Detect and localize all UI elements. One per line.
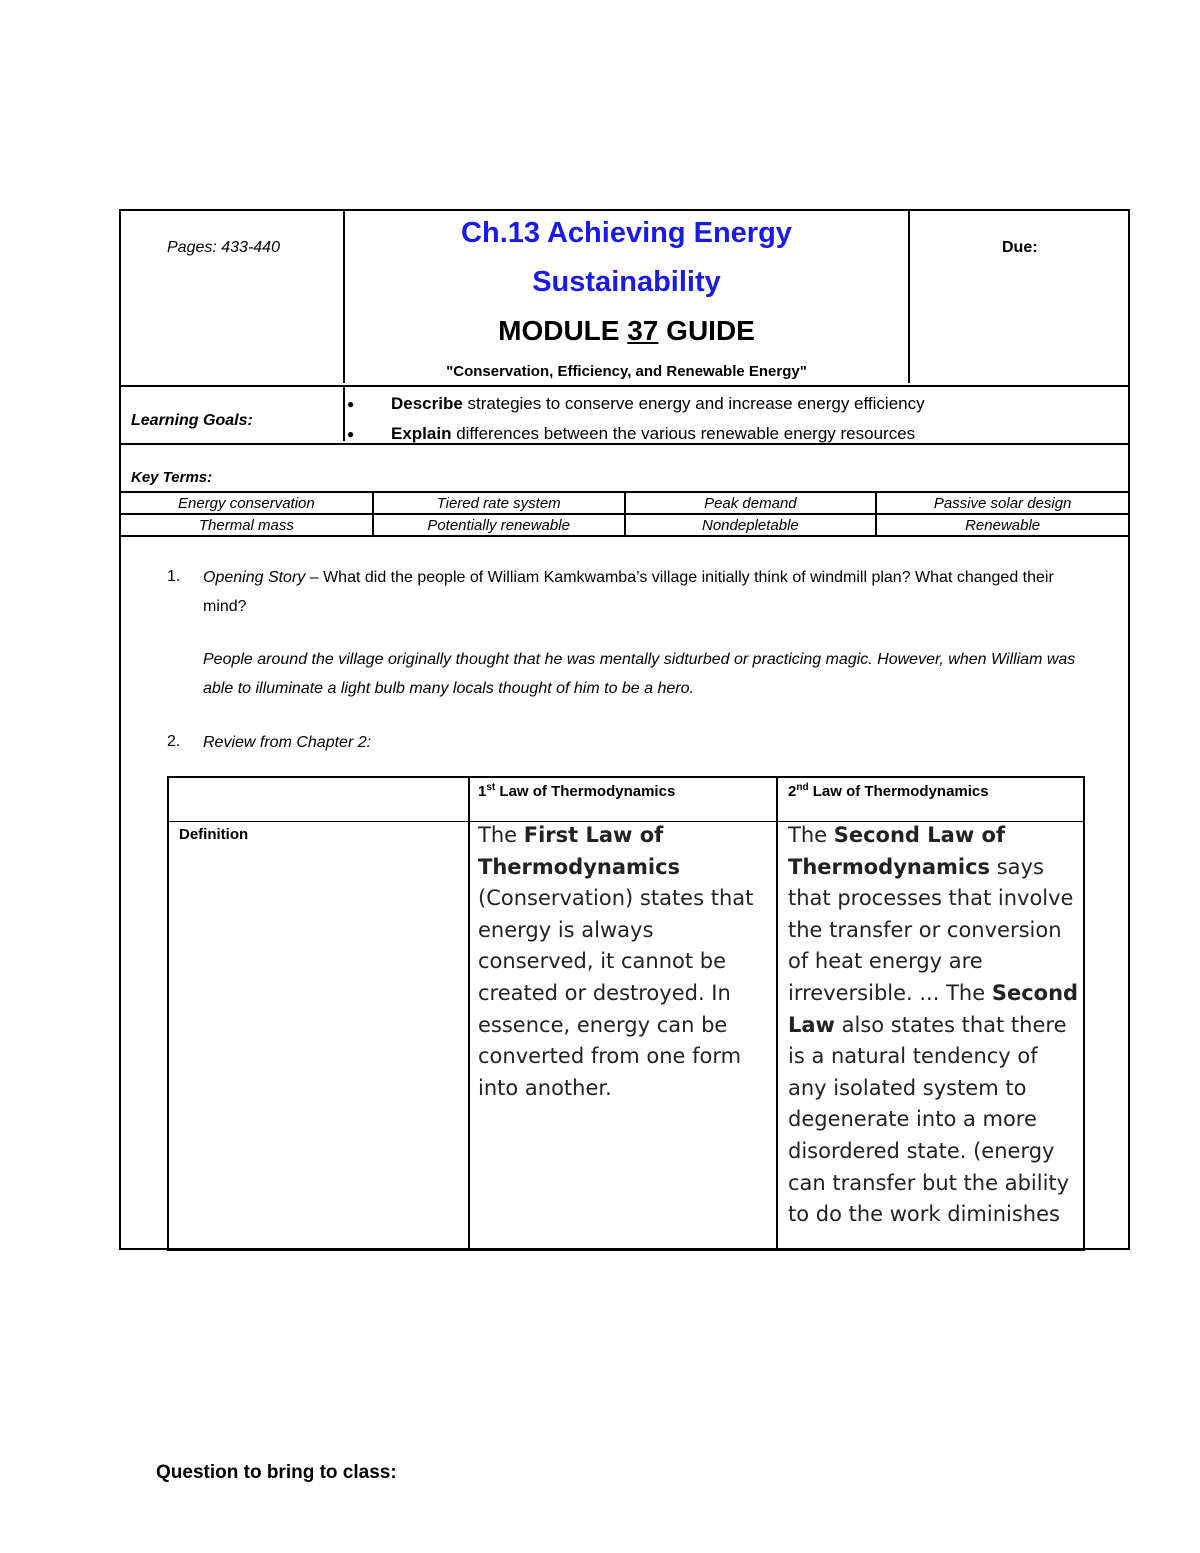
- module-subtitle: "Conservation, Efficiency, and Renewable Energy": [446, 363, 807, 380]
- module-guide-frame: [119, 209, 1130, 1250]
- header-text: Law of Thermodynamics: [495, 783, 676, 800]
- title-cell: [345, 211, 910, 383]
- pages-cell: [121, 211, 345, 383]
- due-label: Due:: [1002, 239, 1038, 256]
- pages-label: Pages: 433-440: [167, 239, 280, 256]
- definition-bold: Second Law of Thermodynamics: [788, 823, 1006, 879]
- learning-goals-list: [347, 389, 1121, 449]
- thermodynamics-table: [167, 776, 1085, 1251]
- definition-bold: Second Law: [788, 980, 1079, 1037]
- bullet-icon: ●: [347, 427, 355, 441]
- question-lead: Opening Story: [203, 569, 306, 586]
- learning-goal-item: [347, 389, 1121, 419]
- key-term: Peak demand: [625, 492, 877, 514]
- key-terms-row: [121, 492, 1128, 514]
- goal-verb: Describe: [391, 394, 463, 413]
- goal-text: strategies to conserve energy and increase energy efficiency: [462, 394, 925, 413]
- header-row: [121, 211, 1128, 387]
- module-suffix: GUIDE: [658, 315, 755, 346]
- definition-text: says that processes that involve the transfer or conversion of heat energy are irreversible. ... The: [788, 854, 1074, 1005]
- first-law-header: [478, 782, 675, 800]
- table-divider: [468, 778, 470, 1251]
- learning-goals-label-cell: [121, 385, 345, 441]
- key-term: Nondepletable: [625, 514, 877, 536]
- learning-goal-item: [347, 419, 1121, 449]
- question-number: 2.: [167, 733, 181, 750]
- question-text: [203, 728, 1083, 757]
- due-cell: [910, 211, 1128, 383]
- goal-verb: Explain: [391, 424, 452, 443]
- key-term: Potentially renewable: [373, 514, 625, 536]
- chapter-title-line1: Ch.13 Achieving Energy: [461, 217, 792, 249]
- chapter-title-line2: Sustainability: [532, 266, 721, 298]
- definition-text: The: [788, 823, 834, 847]
- key-terms-row: [121, 514, 1128, 536]
- header-number: 2: [788, 783, 797, 800]
- question-lead: Review from Chapter 2:: [203, 734, 372, 751]
- first-law-definition: [478, 820, 763, 1104]
- header-ordinal: st: [486, 782, 496, 793]
- key-term: Tiered rate system: [373, 492, 625, 514]
- module-number: 37: [627, 315, 659, 346]
- header-number: 1: [478, 783, 487, 800]
- key-term: Energy conservation: [121, 492, 373, 514]
- question-to-bring-label: Question to bring to class:: [156, 1462, 397, 1483]
- answer-text: People around the village originally thought that he was mentally sidturbed or practicing magic. However, when William was able to illuminate a light bulb many locals thought of him to be a hero.: [203, 651, 1076, 697]
- key-term: Renewable: [876, 514, 1128, 536]
- module-title: [345, 315, 908, 347]
- learning-goals-row: [121, 385, 1128, 445]
- module-prefix: MODULE: [498, 315, 628, 346]
- definition-text: The: [478, 823, 524, 847]
- key-terms-label: Key Terms:: [131, 469, 213, 486]
- question-number: 1.: [167, 568, 181, 585]
- key-terms-table: [121, 491, 1128, 537]
- question-text: [203, 563, 1083, 621]
- second-law-header: [788, 782, 989, 800]
- question-body: – What did the people of William Kamkwamba’s village initially think of windmill plan? What changed their mind?: [203, 569, 1054, 615]
- definition-row-label: Definition: [179, 826, 249, 843]
- table-divider: [776, 778, 778, 1251]
- bullet-icon: ●: [347, 397, 355, 411]
- learning-goals-label: Learning Goals:: [131, 412, 253, 429]
- definition-bold: First Law of Thermodynamics: [478, 823, 681, 879]
- key-term: Thermal mass: [121, 514, 373, 536]
- header-text: Law of Thermodynamics: [808, 783, 989, 800]
- definition-text: (Conservation) states that energy is always conserved, it cannot be created or destroyed. In essence, energy can be converted from one form into another.: [478, 886, 754, 1100]
- definition-text: also states that there is a natural tendency of any isolated system to degenerate into a more disordered state. (energy can transfer but the ability to do the work diminishes: [788, 1012, 1070, 1227]
- header-ordinal: nd: [796, 782, 809, 793]
- goal-text: differences between the various renewable energy resources: [451, 424, 916, 443]
- key-term: Passive solar design: [876, 492, 1128, 514]
- second-law-definition: [788, 820, 1080, 1231]
